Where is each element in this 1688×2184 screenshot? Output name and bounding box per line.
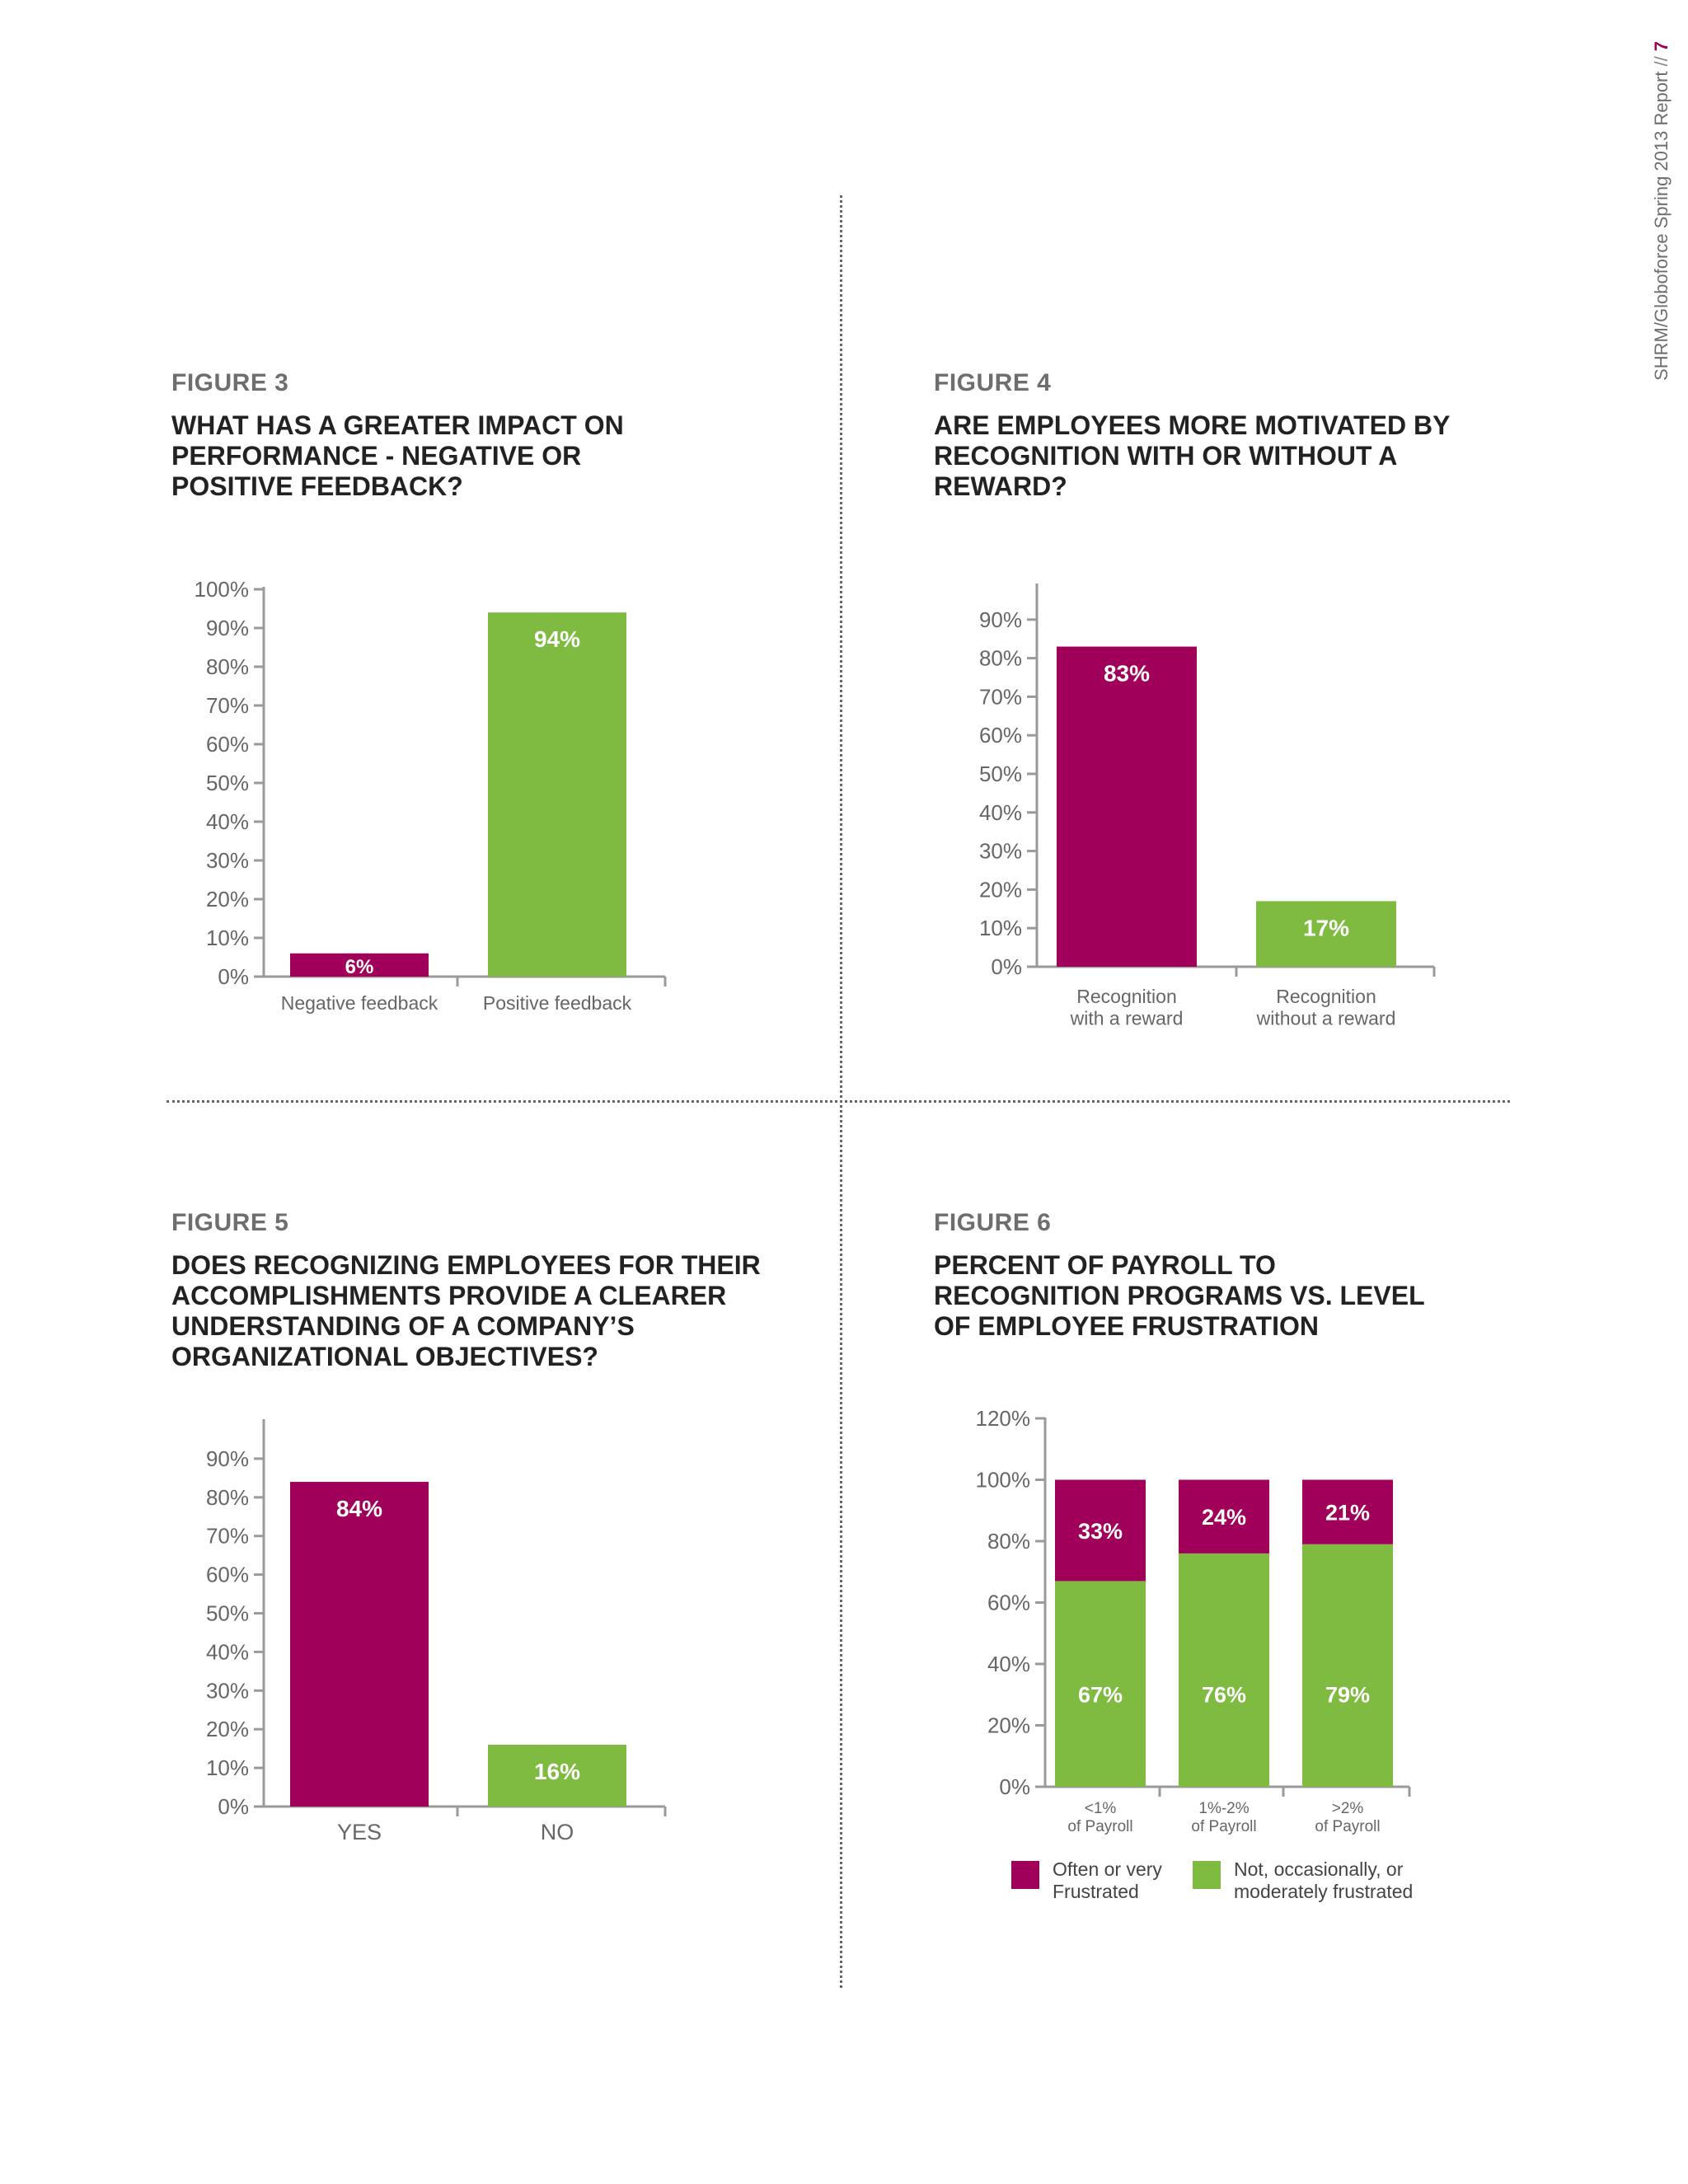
y-tick-label: 10% (205, 1755, 249, 1781)
bar-data-label: 6% (345, 955, 374, 978)
y-tick-label: 20% (978, 877, 1022, 902)
segment-data-label: 21% (1325, 1500, 1371, 1526)
x-category-label: Positive feedback (482, 992, 632, 1014)
y-tick-label: 30% (205, 1678, 249, 1704)
y-tick-label: 60% (987, 1590, 1030, 1615)
y-tick-label: 80% (205, 1484, 249, 1510)
x-category-label: YES (336, 1820, 382, 1844)
y-tick-label: 90% (205, 1446, 249, 1471)
legend-label: Often or very Frustrated (1053, 1858, 1162, 1902)
y-tick-label: 0% (218, 964, 249, 989)
page-number: 7 (1651, 41, 1672, 52)
stacked-bar-segment (1302, 1544, 1393, 1787)
legend-swatch (1011, 1861, 1039, 1889)
x-category-label: <1% of Payroll (1067, 1800, 1133, 1835)
x-category-label: 1%-2% of Payroll (1191, 1800, 1257, 1835)
segment-data-label: 33% (1077, 1518, 1123, 1544)
bar-data-label: 84% (335, 1496, 383, 1522)
segment-data-label: 24% (1201, 1505, 1247, 1530)
y-tick-label: 50% (978, 762, 1022, 786)
y-tick-label: 20% (205, 887, 249, 912)
figure-6-label: FIGURE 6 (934, 1209, 1052, 1236)
y-tick-label: 10% (978, 916, 1022, 941)
y-tick-label: 120% (975, 1406, 1030, 1431)
x-category-label: Negative feedback (280, 992, 438, 1014)
legend-label: Not, occasionally, or moderately frustrated (1234, 1858, 1414, 1902)
bar-data-label: 17% (1302, 915, 1350, 941)
figure-3-title: WHAT HAS A GREATER IMPACT ON PERFORMANCE - NEGATIVE OR POSITIVE FEEDBACK? (171, 410, 624, 501)
y-tick-label: 70% (205, 693, 249, 718)
report-title: SHRM/Globoforce Spring 2013 Report (1651, 71, 1672, 381)
y-tick-label: 60% (978, 723, 1022, 748)
y-tick-label: 40% (978, 799, 1022, 825)
bar-data-label: 16% (533, 1758, 581, 1784)
y-tick-label: 50% (205, 1601, 249, 1626)
y-tick-label: 40% (205, 809, 249, 834)
y-tick-label: 40% (205, 1639, 249, 1665)
y-tick-label: 100% (975, 1467, 1030, 1493)
x-category-label: Recognition without a reward (1256, 986, 1396, 1029)
y-tick-label: 0% (218, 1794, 249, 1819)
figure-3-label: FIGURE 3 (171, 369, 289, 396)
bar-data-label: 94% (533, 626, 581, 653)
y-tick-label: 90% (205, 616, 249, 640)
bar-data-label: 83% (1103, 660, 1151, 687)
y-tick-label: 30% (205, 848, 249, 873)
legend-swatch (1193, 1861, 1221, 1889)
y-tick-label: 0% (999, 1774, 1030, 1799)
y-tick-label: 70% (978, 684, 1022, 710)
figure-5-label: FIGURE 5 (171, 1209, 289, 1236)
y-tick-label: 100% (194, 577, 249, 602)
y-tick-label: 50% (205, 771, 249, 795)
y-tick-label: 80% (205, 654, 249, 679)
y-tick-label: 60% (205, 1562, 249, 1587)
y-tick-label: 0% (991, 954, 1022, 979)
segment-data-label: 76% (1201, 1682, 1247, 1708)
y-tick-label: 20% (987, 1713, 1030, 1738)
figure-5-title: DOES RECOGNIZING EMPLOYEES FOR THEIR ACCOMPLISHMENTS PROVIDE A CLEARER UNDERSTANDING OF A COMPANY’S ORGANIZATIONAL OBJECTIVES? (171, 1250, 761, 1371)
figure-6-title: PERCENT OF PAYROLL TO RECOGNITION PROGRAMS VS. LEVEL OF EMPLOYEE FRUSTRATION (934, 1250, 1425, 1341)
y-tick-label: 30% (978, 838, 1022, 864)
y-tick-label: 70% (205, 1523, 249, 1549)
segment-data-label: 67% (1077, 1682, 1123, 1708)
y-tick-label: 90% (978, 607, 1022, 632)
y-tick-label: 80% (978, 645, 1022, 671)
figure-4-title: ARE EMPLOYEES MORE MOTIVATED BY RECOGNITION WITH OR WITHOUT A REWARD? (934, 410, 1450, 501)
x-category-label: >2% of Payroll (1315, 1800, 1381, 1835)
y-tick-label: 80% (987, 1529, 1030, 1554)
y-tick-label: 40% (987, 1652, 1030, 1676)
stacked-bar-segment (1179, 1554, 1269, 1787)
figure-4-label: FIGURE 4 (934, 369, 1052, 396)
segment-data-label: 79% (1325, 1682, 1371, 1708)
y-tick-label: 20% (205, 1717, 249, 1742)
y-tick-label: 10% (205, 926, 249, 950)
x-category-label: Recognition with a reward (1070, 986, 1184, 1029)
y-tick-label: 60% (205, 732, 249, 757)
separator: // (1651, 56, 1672, 67)
x-category-label: NO (540, 1820, 574, 1844)
